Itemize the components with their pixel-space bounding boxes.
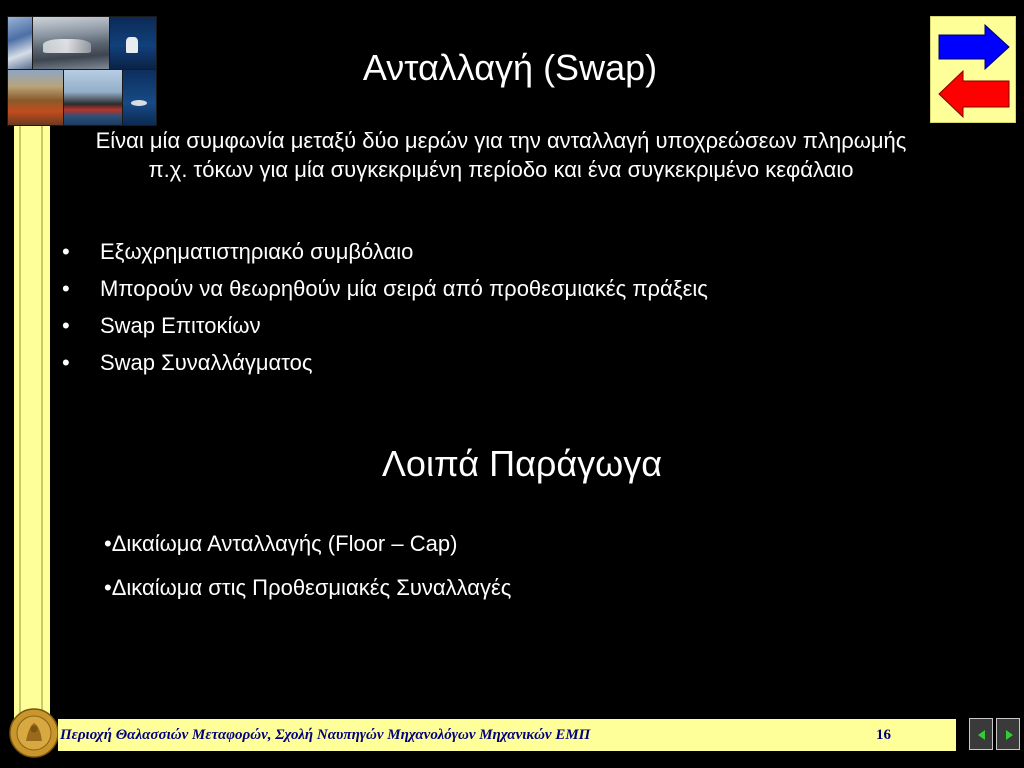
bullet-text: Μπορούν να θεωρηθούν μία σειρά από προθεσμιακές πράξεις — [100, 276, 708, 301]
aerial-photo — [7, 16, 33, 70]
list-item: •Δικαίωμα στις Προθεσμιακές Συναλλαγές — [104, 575, 512, 600]
bullet-text: Εξωχρηματιστηριακό συμβόλαιο — [100, 239, 414, 264]
bullet-marker: • — [62, 313, 70, 338]
ship-at-sea-photo — [32, 16, 110, 70]
other-derivatives-list — [104, 528, 884, 616]
slide-navigation-box — [930, 16, 1016, 123]
submarine-photo — [109, 16, 157, 70]
next-slide-button[interactable] — [996, 718, 1020, 750]
maritime-photo-collage — [7, 16, 155, 124]
navigation-arrows — [931, 17, 1017, 124]
university-seal-logo — [9, 708, 59, 758]
list-item — [58, 347, 918, 384]
list-item — [58, 273, 918, 310]
triangle-left-icon — [970, 719, 994, 751]
swap-bullet-list — [58, 236, 918, 384]
footer-institution-text: Περιοχή Θαλασσιών Μεταφορών, Σχολή Ναυπηγών Μηχανολόγων Μηχανικών ΕΜΠ — [60, 727, 591, 743]
bullet-text: Swap Επιτοκίων — [100, 313, 261, 338]
tanker-ship-photo — [63, 69, 123, 126]
list-item — [58, 236, 918, 273]
small-boat-photo — [122, 69, 157, 126]
left-arrow-icon[interactable] — [939, 71, 1009, 117]
section-subtitle: Λοιπά Παράγωγα — [381, 443, 663, 484]
right-arrow-icon[interactable] — [939, 25, 1009, 69]
bullet-marker: • — [62, 276, 70, 301]
previous-slide-button[interactable] — [969, 718, 993, 750]
page-number: 16 — [876, 727, 891, 743]
bullet-marker: • — [62, 239, 70, 264]
triangle-right-icon — [997, 719, 1021, 751]
bullet-text: Swap Συναλλάγματος — [100, 350, 313, 375]
swap-definition: Είναι μία συμφωνία μεταξύ δύο μερών για την ανταλλαγή υποχρεώσεων πληρωμής π.χ. τόκων για μία συγκεκριμένη περίοδο και ένα συγκεκριμένο κεφάλαιο — [95, 128, 907, 182]
slide-title: Ανταλλαγή (Swap) — [362, 47, 658, 88]
footer-bar — [58, 719, 956, 751]
left-decorative-bar-lines — [19, 126, 43, 722]
list-item — [58, 310, 918, 347]
port-cranes-photo — [7, 69, 64, 126]
list-item: •Δικαίωμα Ανταλλαγής (Floor – Cap) — [104, 531, 458, 556]
bullet-marker: • — [62, 350, 70, 375]
